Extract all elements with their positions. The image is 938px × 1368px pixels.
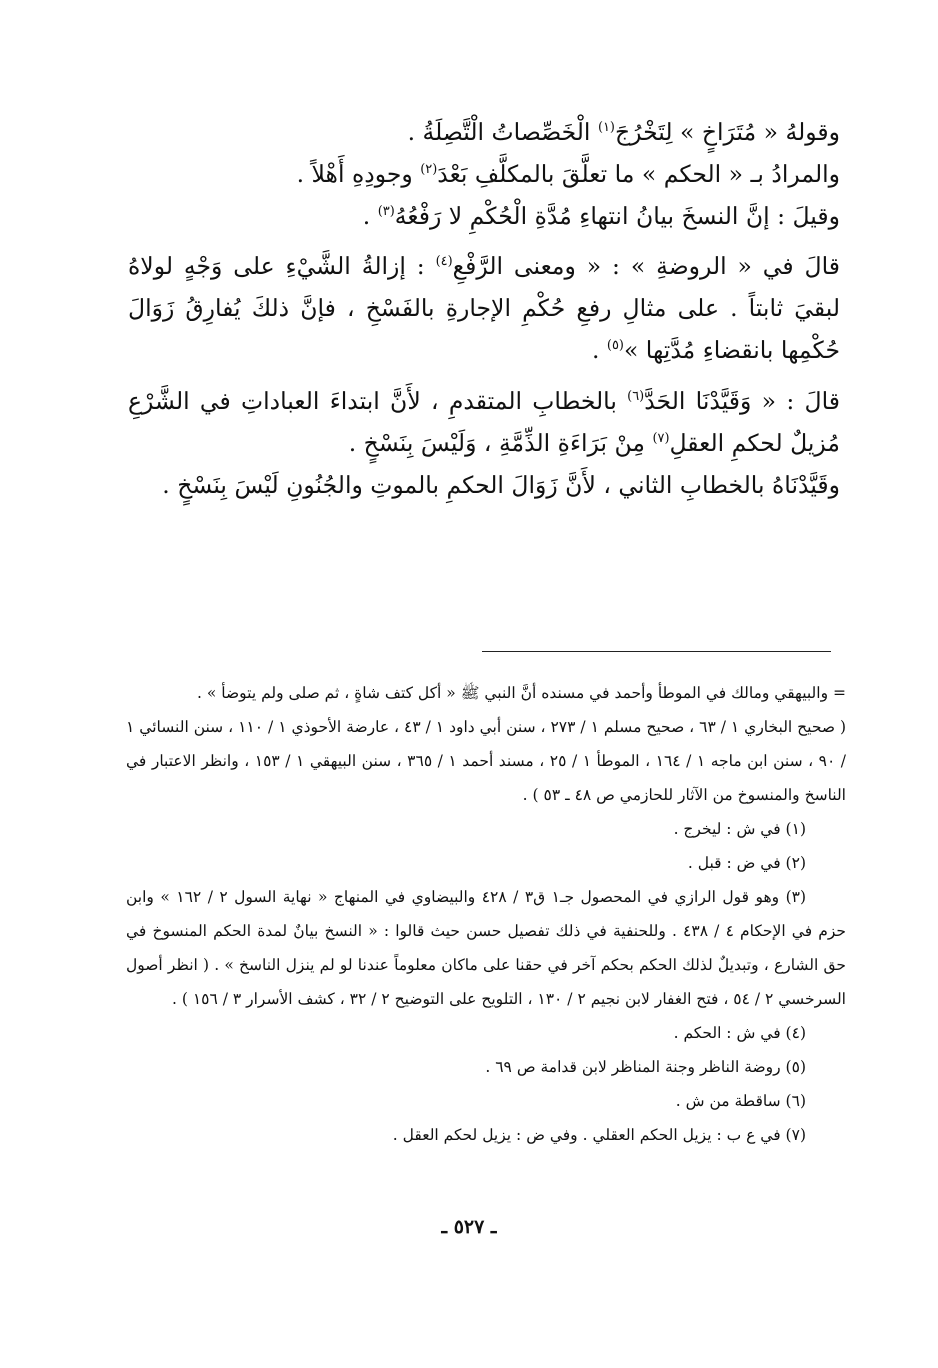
footnote-ref-1[interactable]: (١) [597,120,615,136]
footnote-5: (٥) روضة الناظر وجنة المناظر لابن قدامة ص ٦٩ . [485,1058,806,1076]
footnote-2: (٢) في ض : قبل . [687,854,806,872]
footnote-ref-5[interactable]: (٥) [606,338,624,354]
footnote-ref-6[interactable]: (٦) [627,389,645,405]
footnote-ref-3[interactable]: (٣) [377,203,395,219]
main-paragraph-4: قالَ في « الروضةِ » : « ومعنى الرَّفْعِ$^{(٤)}$ : إزالةُ الشَّيْءِ على وَجْهٍ لولاهُ لبقيَ ثابتاً . على مثالِ رفعِ حُكْمِ الإجارةِ بالفَسْخِ ، فإنَّ ذلكَ يُفارِقُ زَوَالَ حُكْمِها بانقضاءِ مُدَّتِها »$^{(٥)}$ . [128,252,840,365]
footnote-7: (٧) في ع ب : يزيل الحكم العقلي . وفي ض : يزيل لحكم العقل . [392,1126,806,1144]
footnote-ref-7[interactable]: (٧) [652,430,670,446]
main-paragraph-5: قالَ : « وَقَيَّدْنَا الحَدَّ$^{(٦)}$ بالخطابِ المتقدمِ ، لأَنَّ ابتداءَ العباداتِ في الشَّرْعِ مُزيلٌ لحكمِ العقلِ$^{(٧)}$ مِنْ بَرَاءَةِ الذِّمَّةِ ، وَلَيْسَ بِنَسْخٍ . [128,386,840,457]
footnote-4: (٤) في ش : الحكم . [673,1024,806,1042]
main-paragraph-2: والمرادُ بـ « الحكم » ما تعلَّقَ بالمكلَّفِ بَعْدَ$^{(٢)}$ وجودِهِ أَهْلاً . [296,159,840,188]
main-paragraph-1: وقولهُ « مُتَرَاخٍ » لِتَخْرُجَ$^{(١)}$ الْخَصِّصاتُ الْتَّصِلَةُ . [407,118,840,146]
footnote-6: (٦) ساقطة من ش . [675,1092,806,1110]
footnote-3: (٣) وهو قول الرازي في المحصول جـ١ ق٣ / ٤٢٨ والبيضاوي في المنهاج « نهاية السول ٢ / ١٦٢ » وابن حزم في الإحكام ٤ / ٤٣٨ . وللحنفية في ذلك تفصيل حسن حيث قالوا : « النسخ بيانٌ لمدة الحكم المنسوخ في حق الشارع ، وتبديلٌ لذلك الحكم بحكم آخر في حقنا على ماكان معلوماً عندنا لو لم ينزل الناسخ » . ( انظر أصول السرخسي ٢ / ٥٤ ، فتح الغفار لابن نجيم ٢ / ١٣٠ ، التلويح على التوضيح ٢ / ٣٢ ، كشف الأسرار ٣ / ١٥٦ ) . [126,888,846,1008]
page-number: ـ ٥٢٧ ـ [441,1216,497,1238]
footnote-ref-4[interactable]: (٤) [435,254,453,270]
main-text [128,112,840,506]
footnote-ref-2[interactable]: (٢) [420,162,438,177]
footnote-continued-2: ( صحيح البخاري ١ / ٦٣ ، صحيح مسلم ١ / ٢٧٣ ، سنن أبي داود ١ / ٤٣ ، عارضة الأحوذي ١ / ١١٠ ، سنن النسائي ١ / ٩٠ ، سنن ابن ماجه ١ / ١٦٤ ، الموطأ ١ / ٢٥ ، مسند أحمد ١ / ٣٦٥ ، سنن البيهقي ١ / ١٥٣ ، وانظر الاعتبار في الناسخ والمنسوخ من الآثار للحازمي ص ٤٨ ـ ٥٣ ) . [126,718,847,804]
footnote-continued-1: = والبيهقي ومالك في الموطأ وأحمد في مسنده أنَّ النبي ﷺ « أكل كتف شاةٍ ، ثم صلى ولم يتوضأ » . [197,684,846,702]
footnote-separator [482,651,831,652]
main-paragraph-3: وقيلَ : إنَّ النسخَ بيانُ انتهاءِ مُدَّةِ الْحُكْمِ لا رَفْعُهُ$^{(٣)}$ . [362,201,840,230]
footnotes [126,676,846,1152]
main-paragraph-6: وقَيَّدْنَاهُ بالخطابِ الثاني ، لأَنَّ زَوَالَ الحكمِ بالموتِ والجُنُونِ لَيْسَ بِنَسْخٍ . [162,470,840,499]
footnote-1: (١) في ش : ليخرج . [673,820,806,838]
